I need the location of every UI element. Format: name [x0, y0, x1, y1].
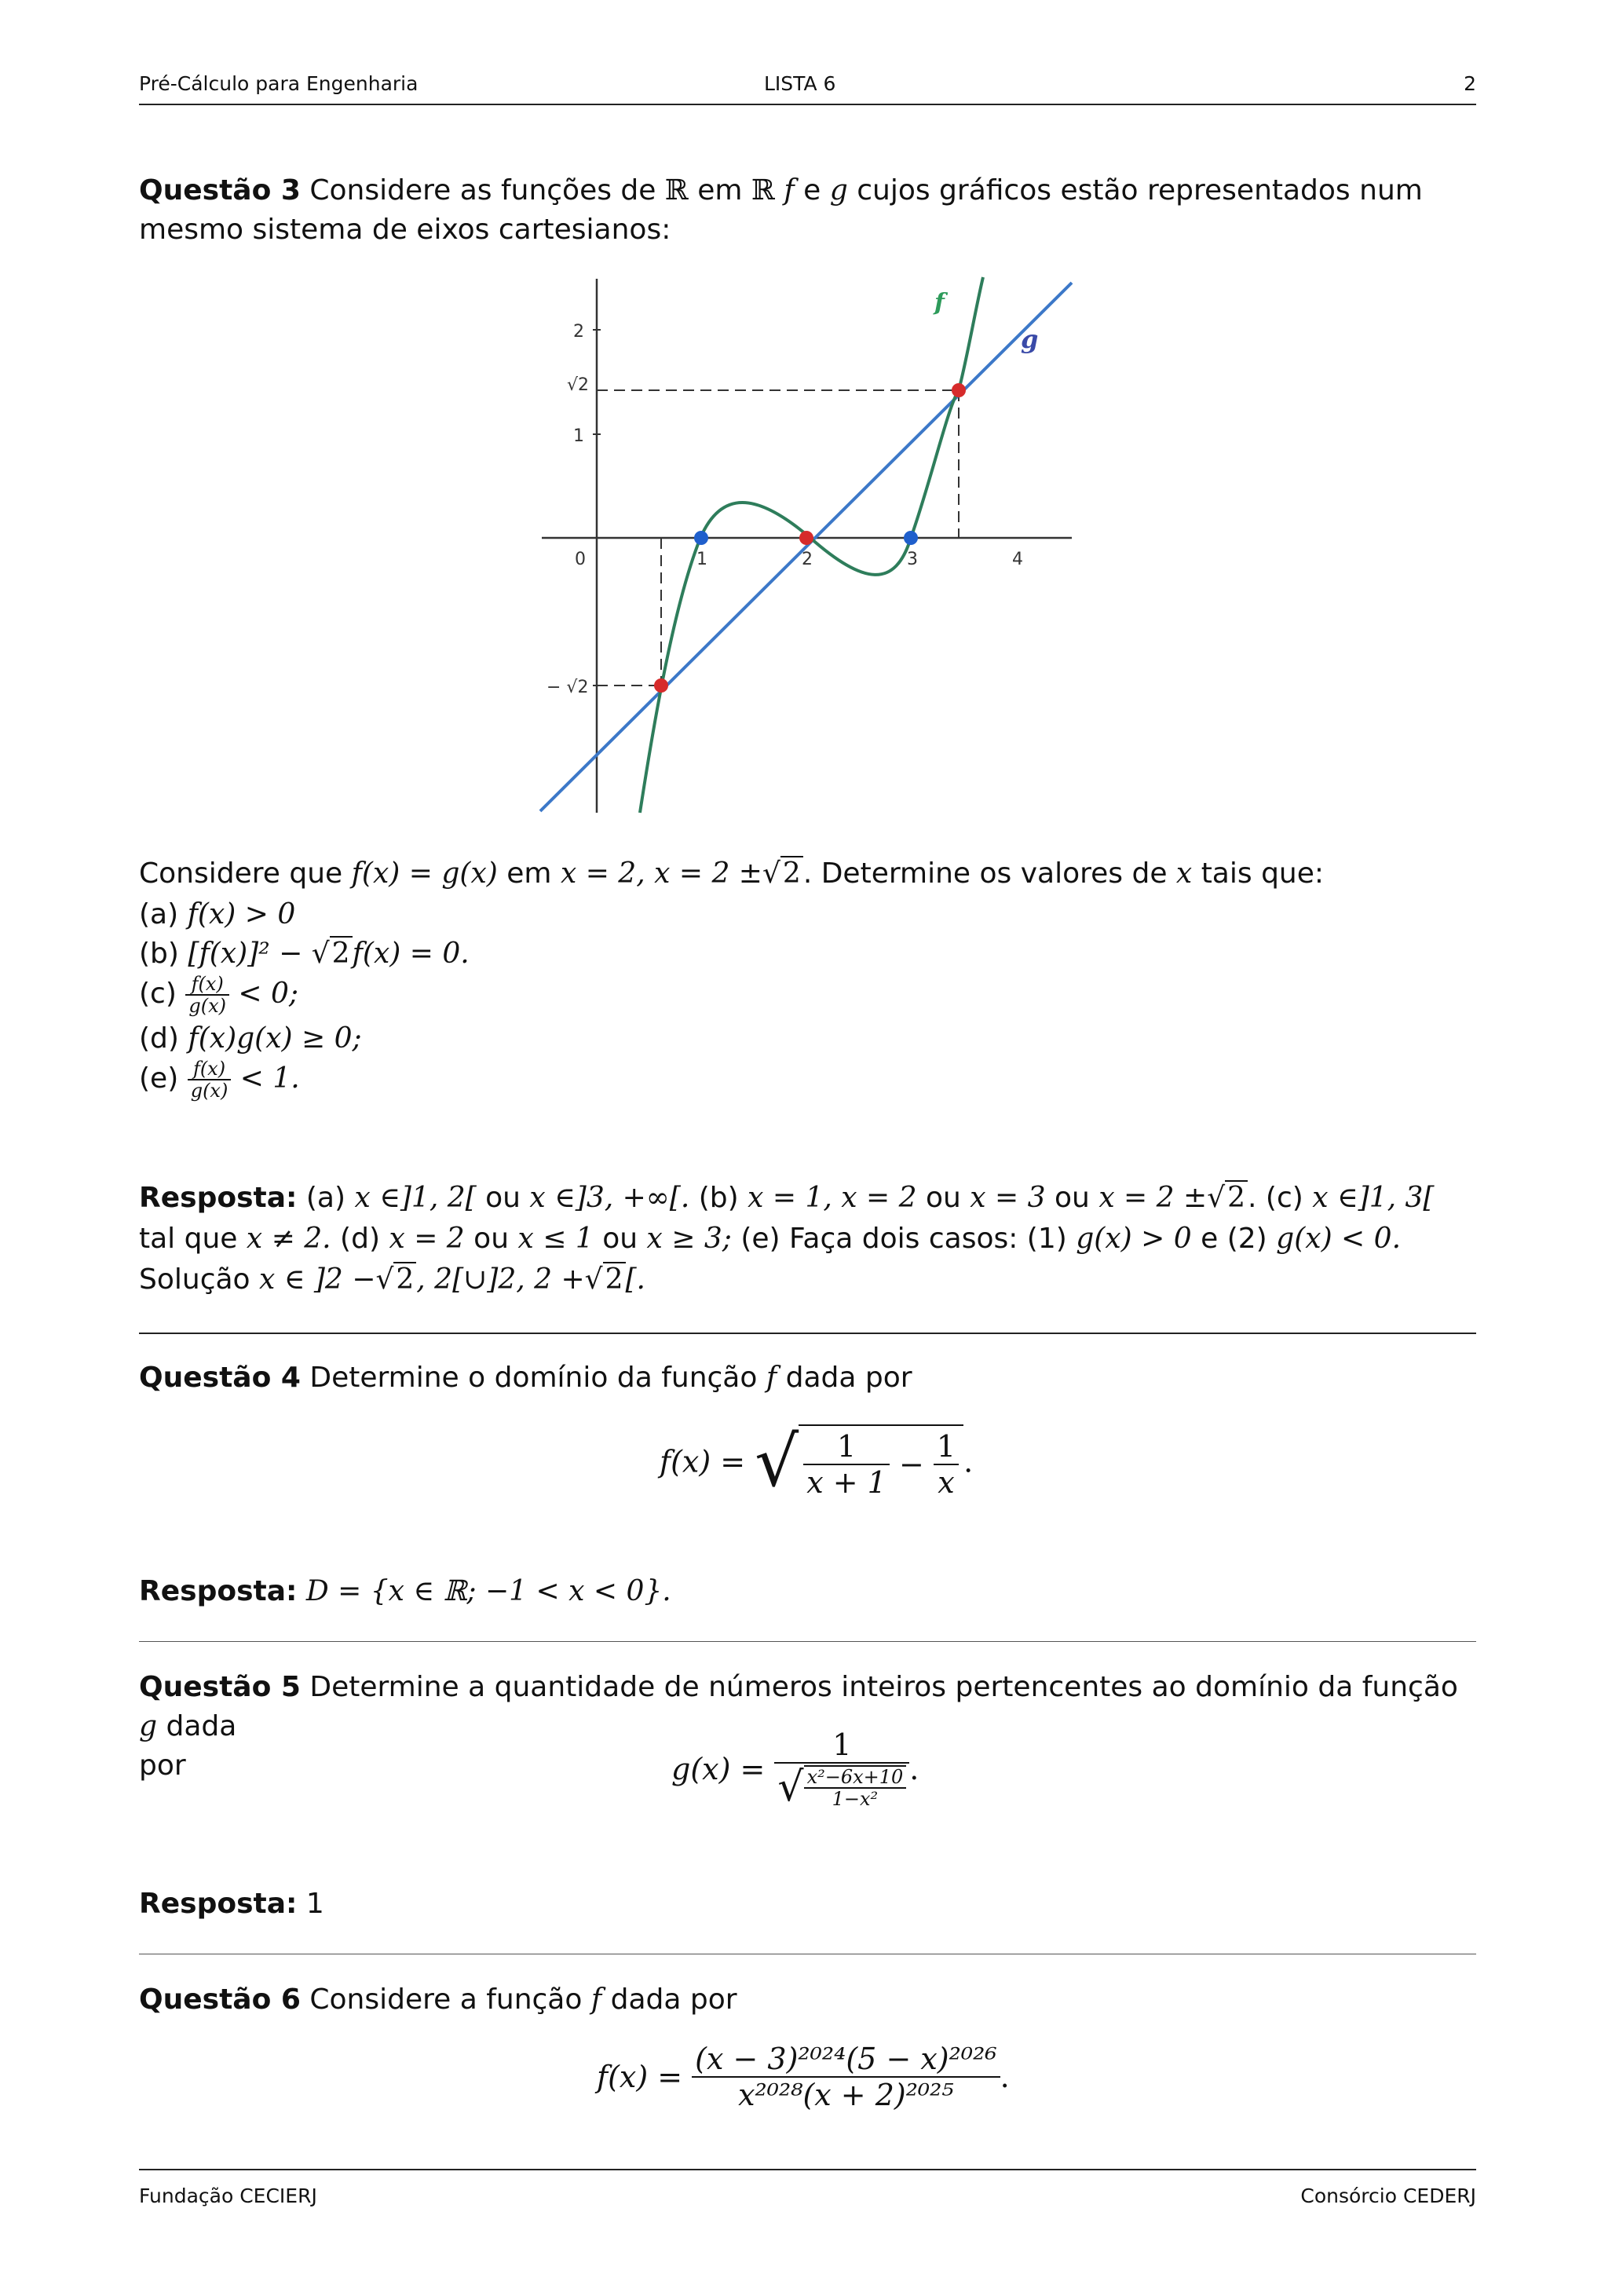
frac-num: f(x)	[188, 1058, 232, 1080]
item-math: f(x)g(x) ≥ 0;	[188, 1022, 362, 1055]
eq-lhs: f(x) =	[597, 2060, 683, 2094]
course-title: Pré-Cálculo para Engenharia	[139, 72, 419, 95]
xtick-label: 1	[696, 550, 707, 569]
eq-dot: .	[1000, 2060, 1010, 2094]
q3-text: em	[697, 174, 743, 207]
frac-num: x²−6x+10	[804, 1767, 907, 1789]
xtick-label: 2	[802, 550, 813, 569]
answer-text: ou	[485, 1182, 521, 1214]
q3-text: tais que:	[1201, 857, 1325, 890]
intersection-point	[952, 383, 966, 397]
q3-condition: Considere que f(x) = g(x) em x = 2, x = 2 ±√2. Determine os valores de x tais que:	[139, 857, 1325, 890]
root-point	[694, 531, 708, 545]
q4-statement	[139, 1358, 1476, 1398]
q3-var-g: g	[829, 174, 848, 207]
eq-dot: .	[963, 1444, 974, 1479]
frac-num: f(x)	[185, 974, 229, 996]
item-math: f(x) = 0.	[352, 938, 470, 970]
function-graph	[518, 271, 1099, 821]
answer-label: Resposta:	[139, 1575, 298, 1607]
answer-label: Resposta:	[139, 1888, 298, 1920]
answer-value: 1	[305, 1888, 324, 1920]
q3-item-e	[139, 1058, 1476, 1104]
answer-text: ou	[1055, 1182, 1090, 1214]
frac-den: x	[938, 1464, 955, 1500]
ytick-label: − √2	[546, 678, 589, 697]
footer-right: Consórcio CEDERJ	[1300, 2184, 1476, 2207]
eq-op: −	[898, 1446, 924, 1482]
q4-math: f	[766, 1362, 777, 1394]
q3-item-c	[139, 974, 1476, 1019]
answer-text: tal que	[139, 1223, 238, 1255]
answer-math: g(x) < 0.	[1276, 1223, 1402, 1255]
page-number: 2	[1464, 72, 1476, 95]
answer-text: ou	[602, 1223, 638, 1255]
q5-equation	[671, 1727, 919, 1811]
item-fraction	[185, 974, 229, 1016]
intersection-point	[654, 678, 668, 693]
q3-reals: ℝ	[751, 174, 775, 207]
q4-label: Questão 4	[139, 1362, 301, 1394]
q3-items	[139, 895, 1476, 1104]
eq-fraction	[934, 1429, 959, 1500]
q6-label: Questão 6	[139, 1983, 301, 2016]
footer-left: Fundação CECIERJ	[139, 2184, 317, 2207]
q5-text: por	[139, 1749, 186, 1782]
eq-lhs: f(x) =	[660, 1444, 746, 1479]
answer-math: x = 3	[970, 1182, 1046, 1214]
line-g	[540, 283, 1072, 811]
item-math: < 0;	[238, 978, 299, 1010]
answer-math: x ∈]1, 2[	[354, 1182, 477, 1214]
answer-math: x ≤ 1	[517, 1223, 594, 1255]
frac-den: x + 1	[806, 1464, 886, 1500]
q3-label: Questão 3	[139, 174, 301, 207]
answer-math: 2	[603, 1262, 626, 1296]
q6-text: dada por	[610, 1983, 737, 2016]
q3-reals: ℝ	[664, 174, 689, 207]
xtick-label: 4	[1012, 550, 1023, 569]
curve-f	[640, 277, 983, 813]
answer-math: g(x) > 0	[1076, 1223, 1192, 1255]
q5-label: Questão 5	[139, 1671, 301, 1703]
item-label: (e)	[139, 1062, 179, 1095]
q5-text: Determine a quantidade de números inteiros pertencentes ao domínio da função	[309, 1671, 1458, 1703]
section-divider	[139, 1641, 1476, 1642]
answer-text: (a)	[305, 1182, 346, 1214]
page-footer	[139, 2169, 1476, 2207]
answer-math: , 2[∪]2, 2 +	[416, 1263, 585, 1296]
answer-text: ou	[926, 1182, 961, 1214]
q3-math: f(x) = g(x)	[351, 857, 498, 890]
q3-math: x	[1175, 857, 1193, 890]
q4-text: Determine o domínio da função	[309, 1362, 758, 1394]
eq-fraction	[692, 2042, 1000, 2112]
answer-math: x = 1, x = 2	[748, 1182, 917, 1214]
item-label: (a)	[139, 898, 179, 930]
q3-text: em	[506, 857, 552, 890]
eq-dot: .	[909, 1752, 919, 1786]
ytick-label: 2	[573, 322, 584, 342]
ytick-label: √2	[567, 375, 590, 395]
section-divider	[139, 1333, 1476, 1334]
answer-text: (d)	[340, 1223, 380, 1255]
q5-text: dada	[166, 1710, 237, 1742]
q3-math: x = 2, x = 2 ±	[560, 857, 762, 890]
q6-statement	[139, 1980, 1476, 2020]
q3-text: Considere que	[139, 857, 343, 890]
item-label: (c)	[139, 978, 177, 1010]
answer-math: x ∈]1, 3[	[1312, 1182, 1435, 1214]
frac-den: g(x)	[188, 995, 226, 1017]
item-math: 2	[330, 936, 353, 970]
inner-fraction	[804, 1767, 907, 1809]
label-f: f	[934, 289, 945, 316]
answer-math: x ∈]3, +∞[.	[529, 1182, 690, 1214]
root-point	[904, 531, 918, 545]
answer-text: (b)	[698, 1182, 739, 1214]
answer-math: [.	[625, 1263, 646, 1296]
q3-item-d	[139, 1019, 1476, 1058]
answer-math: x ≠ 2.	[246, 1223, 331, 1255]
frac-den: 1−x²	[832, 1788, 879, 1810]
q3-item-b: (b) [f(x)]² − √2f(x) = 0.	[139, 938, 470, 970]
q4-text: dada por	[785, 1362, 912, 1394]
item-math: f(x) > 0	[187, 898, 296, 930]
frac-den: g(x)	[190, 1080, 228, 1102]
label-g: g	[1021, 324, 1039, 354]
q6-text: Considere a função	[309, 1983, 583, 2016]
intersection-point	[799, 531, 813, 545]
q4-equation: f(x) = √ $\frac{1}{x + 1}$ − $\frac{1}{x}$ .	[660, 1421, 974, 1502]
item-math: [f(x)]² −	[188, 938, 303, 970]
list-title: LISTA 6	[764, 72, 836, 95]
frac-num: 1	[803, 1429, 890, 1465]
q5-answer	[139, 1885, 1476, 1924]
q3-answer	[139, 1178, 1476, 1300]
answer-math: x = 2 ±	[1098, 1182, 1208, 1214]
q6-math: f	[590, 1983, 602, 2016]
answer-line	[139, 1219, 1476, 1260]
frac-num: 1	[934, 1429, 959, 1465]
page-header	[139, 72, 1476, 105]
ytick-label: 1	[573, 426, 584, 446]
q3-item-a	[139, 895, 1476, 934]
item-label: (b)	[139, 938, 179, 970]
item-label: (d)	[139, 1022, 179, 1055]
item-fraction	[188, 1058, 232, 1101]
frac-num: (x − 3)²⁰²⁴(5 − x)²⁰²⁶	[692, 2042, 1000, 2078]
q3-text: cujos gráficos estão representados num mesmo sistema de eixos cartesianos:	[139, 174, 1423, 246]
q3-text: . Determine os valores de	[802, 857, 1168, 890]
answer-math: 2	[393, 1262, 416, 1296]
frac-num: 1	[774, 1727, 909, 1764]
answer-line: Resposta: (a) x ∈]1, 2[ ou x ∈]3, +∞[. (b) x = 1, x = 2 ou x = 3 ou x = 2 ±√2. (c) x ∈]1, 3[	[139, 1182, 1435, 1214]
eq-fraction: 1 √ $\frac{\text{x²−6x+10}}{\text{1−x²}}$	[774, 1727, 909, 1811]
answer-line: Solução x ∈ ]2 −√2, 2[∪]2, 2 +√2[.	[139, 1263, 646, 1296]
q3-math: 2	[780, 856, 803, 890]
answer-math: 2	[1225, 1180, 1248, 1214]
eq-lhs: g(x) =	[671, 1752, 766, 1786]
answer-math: x ∈ ]2 −	[259, 1263, 376, 1296]
answer-text: e (2)	[1201, 1223, 1267, 1255]
answer-text: ou	[473, 1223, 510, 1255]
q3-text: Considere as funções de	[309, 174, 656, 207]
answer-label: Resposta:	[139, 1182, 298, 1214]
xtick-label: 0	[575, 550, 586, 569]
q3-var-f: f	[784, 174, 795, 207]
q4-answer	[139, 1572, 1476, 1611]
answer-math: x = 2	[389, 1223, 465, 1255]
answer-text: (e) Faça dois casos: (1)	[740, 1223, 1067, 1255]
answer-math: x ≥ 3;	[646, 1223, 732, 1255]
answer-math: D = {x ∈ ℝ; −1 < x < 0}.	[305, 1575, 671, 1607]
q3-text: e	[803, 174, 821, 207]
item-math: < 1.	[239, 1062, 300, 1095]
xtick-label: 3	[907, 550, 918, 569]
frac-den: x²⁰²⁸(x + 2)²⁰²⁵	[738, 2078, 954, 2112]
eq-fraction	[803, 1429, 890, 1500]
answer-text: Solução	[139, 1263, 250, 1296]
q6-equation	[597, 2042, 1010, 2112]
q5-math: g	[139, 1710, 158, 1742]
answer-text: . (c)	[1248, 1182, 1303, 1214]
q3-intro	[139, 171, 1476, 250]
